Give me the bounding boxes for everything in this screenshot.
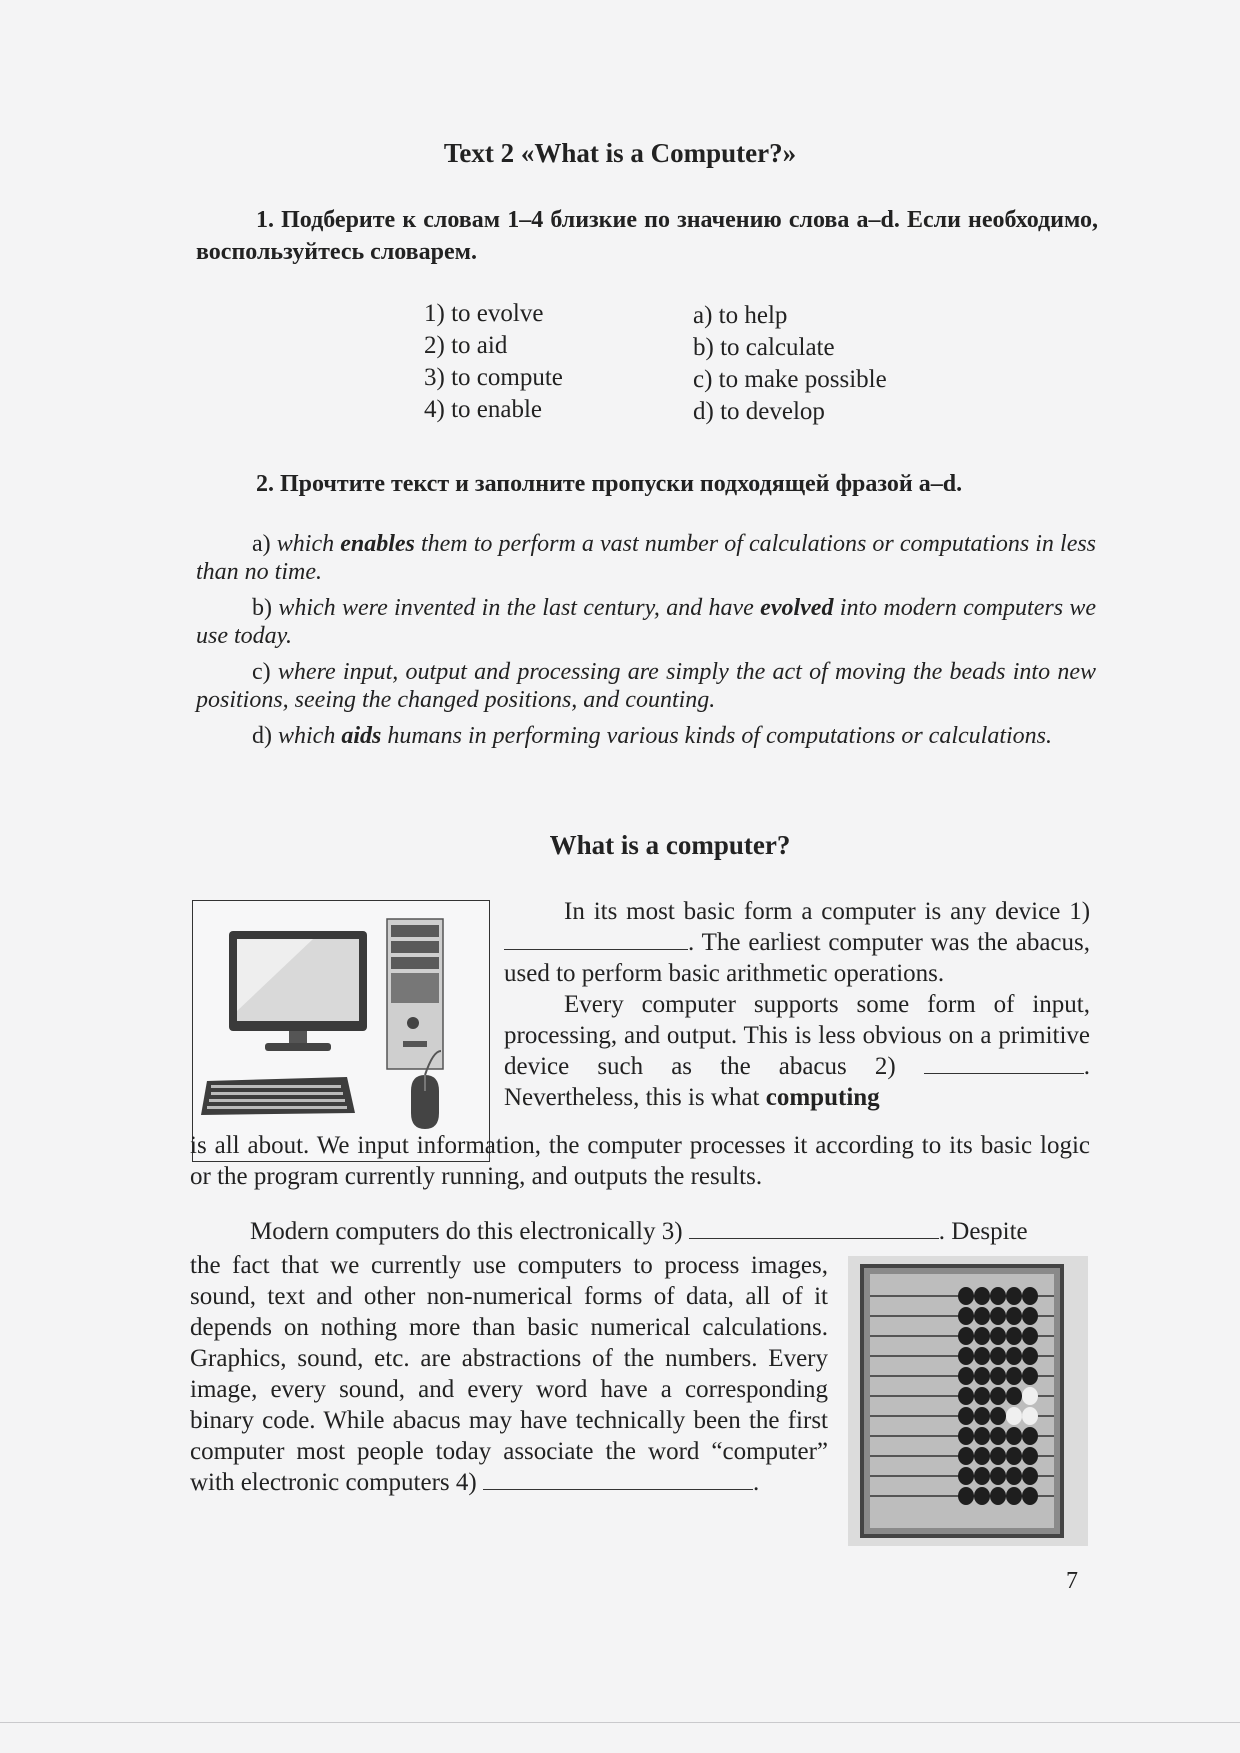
paragraph-2: Every computer supports some form of input, processing, and output. This is less obvious on a primitive device such as the abacus 2) . Nevertheless, this is what computing [504, 991, 1090, 1111]
paragraph-1: In its most basic form a computer is any device 1) . The earliest computer was the abacus, used to perform basic arithmetic operations. [504, 898, 1091, 987]
vocab-word: 4) to enable [424, 396, 543, 423]
phrase-option-a: a) which enables them to perform a vast number of calculations or computations in less than no time. [196, 531, 1097, 585]
abacus-icon [848, 1256, 1088, 1546]
gap-4-blank[interactable] [483, 1467, 753, 1490]
vocab-word: 2) to aid [424, 332, 508, 359]
phrase-option-d: d) which aids humans in performing various kinds of computations or calculations. [252, 723, 1052, 749]
phrase-option-b: b) which were invented in the last century, and have evolved into modern computers we use today. [196, 595, 1097, 649]
paragraph-3-first-line: Modern computers do this electronically 3) . Despite [250, 1218, 1028, 1245]
page-number: 7 [1066, 1568, 1078, 1594]
scan-edge-divider [0, 1722, 1240, 1723]
reading-subtitle: What is a computer? [549, 830, 791, 860]
desktop-computer-icon [193, 901, 489, 1161]
vocab-synonyms-list [693, 300, 887, 428]
gap-1-blank[interactable] [504, 927, 688, 950]
vocab-synonym: c) to make possible [693, 366, 887, 393]
vocab-words-list [424, 298, 563, 426]
phrase-option-c: c) where input, output and processing are simply the act of moving the beads into new positions, seeing the changed positions, and counting. [196, 659, 1097, 713]
vocab-word: 1) to evolve [424, 300, 544, 327]
abacus-photo [848, 1256, 1088, 1546]
vocab-word: 3) to compute [424, 364, 563, 391]
page-title: Text 2 «What is a Computer?» [443, 138, 797, 168]
phrase-options [196, 530, 1096, 758]
gap-3-blank[interactable] [689, 1216, 939, 1239]
task-2-instruction: 2. Прочтите текст и заполните пропуски подходящей фразой a–d. [256, 471, 963, 497]
task-1-instruction: 1. Подберите к словам 1–4 близкие по значению слова a–d. Если необходимо, воспользуйтесь словарем. [196, 207, 1098, 265]
paragraph-2-continued: is all about. We input information, the computer processes it according to its basic logic or the program currently running, and outputs the results. [190, 1132, 1090, 1190]
paragraph-3: the fact that we currently use computers to process images, sound, text and other non-numerical forms of data, all of it depends on nothing more than basic numerical calculations. Graphics, sound, etc. are abstractions of the numbers. Every image, every sound, and every word have a corresponding binary code. While abacus may have technically been the first computer most people today associate the word “computer” with electronic computers 4) . [190, 1252, 828, 1496]
vocab-synonym: b) to calculate [693, 334, 835, 361]
vocab-synonym: a) to help [693, 302, 788, 329]
computer-illustration [192, 900, 490, 1162]
reading-paragraph-2-continued [190, 1130, 1090, 1192]
reading-paragraphs-top [504, 896, 1090, 1113]
vocab-synonym: d) to develop [693, 398, 825, 425]
gap-2-blank[interactable] [924, 1051, 1084, 1074]
